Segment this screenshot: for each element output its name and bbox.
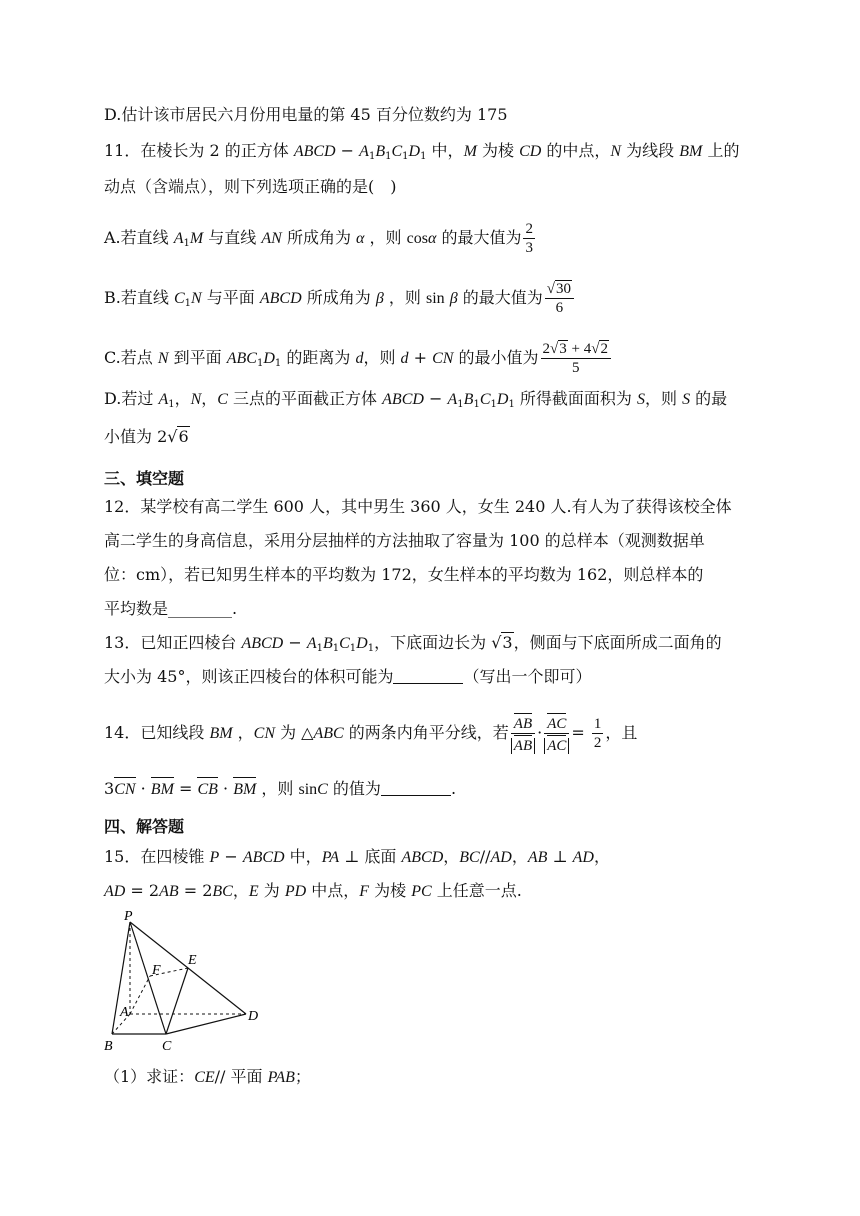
label-a: A: [120, 1005, 129, 1020]
section-answer-heading: 四、解答题: [104, 817, 185, 836]
question-15-line-1: 15．在四棱锥 P − ABCD 中，PA ⊥ 底面 ABCD，BC//AD，AB ⊥ AD，: [104, 847, 610, 866]
question-11-option-d-line-2: 小值为 2√6: [104, 427, 189, 446]
question-12-line-4: 平均数是________.: [104, 599, 238, 618]
question-14-line-1: 14．已知线段 BM ，CN 为 △ABC 的两条内角平分线，若 $\frac{AB}{AB}$ · $\frac{AC}{AC}$ = $\frac{1}{2}$ ，且: [104, 712, 764, 755]
question-12-line-2: 高二学生的身高信息，采用分层抽样的方法抽取了容量为 100 的总样本（观测数据单: [104, 531, 705, 550]
label-d: D: [248, 1009, 259, 1024]
question-13-line-1: 13．已知正四棱台 ABCD − $A_1B_1C_1D_1$，下底面边长为 √3，侧面与下底面所成二面角的: [104, 633, 722, 654]
question-11-stem-line-2: 动点（含端点），则下列选项正确的是( ): [104, 177, 397, 196]
section-fill-in-blank-heading: 三、填空题: [104, 469, 185, 488]
question-14-line-2: 3CN · BM = CB · BM ，则 sinC 的值为 .: [104, 776, 764, 801]
question-11-stem-line-1: 11．在棱长为 2 的正方体 ABCD − $A_1B_1C_1D_1$ 中，M 为棱 CD 的中点，N 为线段 BM 上的: [104, 141, 740, 162]
question-15-line-2: AD = 2AB = 2BC，E 为 PD 中点，F 为棱 PC 上任意一点.: [104, 881, 522, 900]
label-c: C: [162, 1039, 172, 1054]
question-11-option-c: C.若点 N 到平面 $ABC_1D_1$ 的距离为 d，则 d + CN 的最小值为 $\frac{2√3 + 4√2}{5}$: [104, 340, 764, 377]
label-b: B: [104, 1039, 113, 1054]
question-15-part-1: （1）求证：CE// 平面 PAB；: [104, 1067, 311, 1086]
question-10-option-d: D.估计该市居民六月份用电量的第 45 百分位数约为 175: [104, 105, 508, 124]
question-11-option-d-line-1: D.若过 $A_1$，N，C 三点的平面截正方体 ABCD − $A_1B_1C_1D_1$ 所得截面面积为 S，则 S 的最: [104, 389, 728, 410]
question-13-line-2: 大小为 45°，则该正四棱台的体积可能为 （写出一个即可）: [104, 667, 592, 686]
question-12-line-3: 位：cm），若已知男生样本的平均数为 172，女生样本的平均数为 162，则总样本的: [104, 565, 704, 584]
label-f: F: [152, 963, 161, 978]
question-11-option-b: B.若直线 $C_1N$ 与平面 ABCD 所成角为 β ，则 sin β 的最大值为 $\frac{√30}{6}$: [104, 280, 764, 317]
question-12-line-1: 12．某学校有高二学生 600 人，其中男生 360 人，女生 240 人.有人为了获得该校全体: [104, 497, 732, 516]
question-11-option-a: A.若直线 $A_1M$ 与直线 AN 所成角为 α ，则 cosα 的最大值为 $\frac{2}{3}$: [104, 221, 533, 256]
label-e: E: [188, 953, 197, 968]
label-p: P: [124, 909, 133, 924]
pyramid-figure: [100, 906, 270, 1056]
